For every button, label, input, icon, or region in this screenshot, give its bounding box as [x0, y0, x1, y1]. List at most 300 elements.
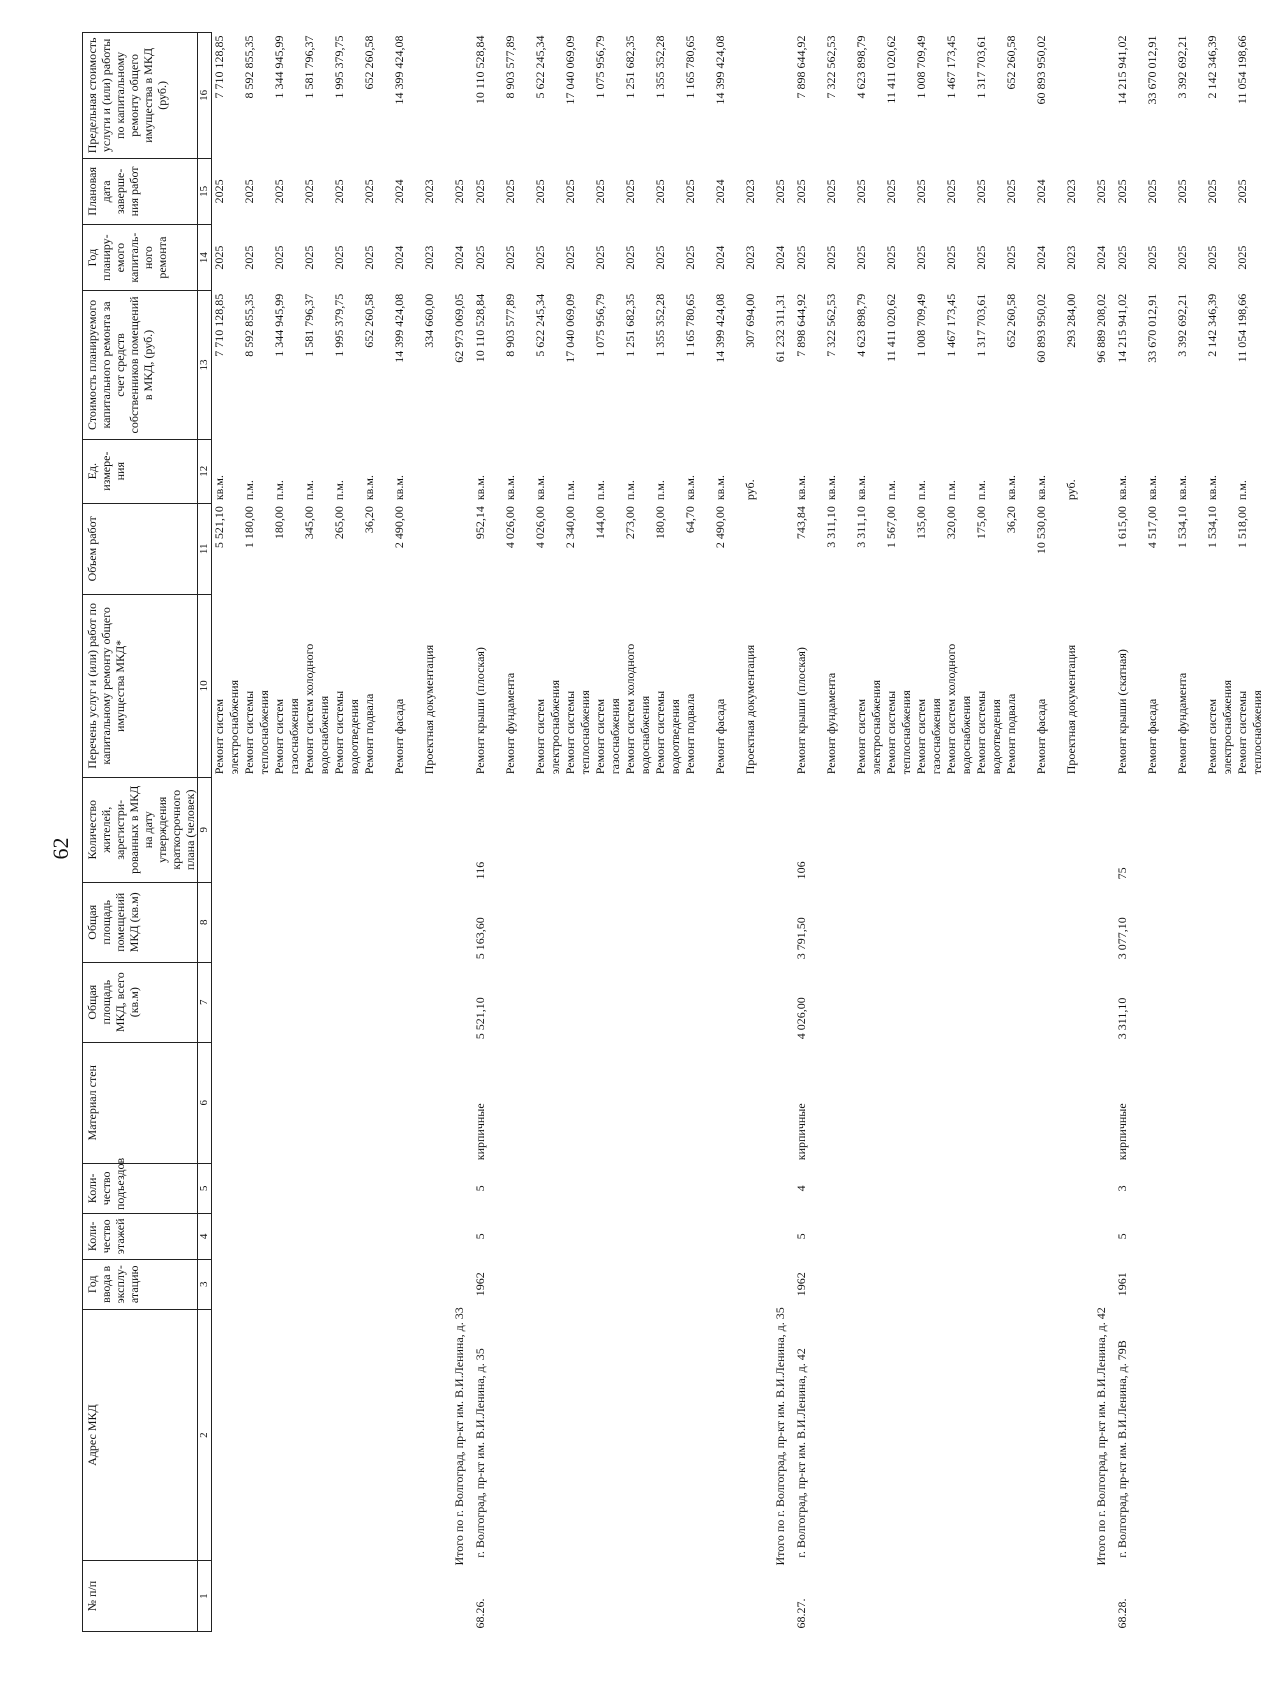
- cell-c1: [422, 1561, 452, 1632]
- cell-c8: [824, 882, 854, 962]
- work-name-line2: электроснабжения: [1220, 679, 1234, 775]
- cell-c8: [1064, 882, 1094, 962]
- cell-c1: [332, 1561, 362, 1632]
- work-unit: кв.м.: [503, 475, 517, 501]
- cell-c9: [242, 777, 272, 882]
- cell-c3: [623, 1259, 653, 1309]
- work-row: [824, 33, 854, 1632]
- cell-c6: [1004, 1042, 1034, 1163]
- cell-c6: [884, 1042, 914, 1163]
- work-year: 2025: [824, 245, 838, 270]
- cell-c4: [944, 1214, 974, 1260]
- cell-c4: [1235, 1214, 1265, 1260]
- work-year: 2024: [392, 245, 406, 270]
- work-cost: 293 284,00: [1064, 293, 1078, 348]
- work-row: [473, 33, 503, 1632]
- work-volume: 180,00: [653, 506, 667, 540]
- work-end-date: 2025: [302, 179, 316, 204]
- cell-c8: [392, 882, 422, 962]
- work-name-line2: [437, 598, 452, 775]
- work-name: [1034, 595, 1064, 778]
- cell-c2: [653, 1309, 683, 1560]
- column-number-9: 9: [198, 777, 212, 882]
- cell-c7: [944, 962, 974, 1042]
- cell-c3: [713, 1259, 743, 1309]
- total-limit: [452, 33, 467, 159]
- work-limit-cost: 14 215 941,02: [1115, 35, 1129, 105]
- cell-c9: [1004, 777, 1034, 882]
- cell-c3: [854, 1259, 884, 1309]
- cell-c4: [1064, 1214, 1094, 1260]
- cell-c3: [272, 1259, 302, 1309]
- cell-c2: [1205, 1309, 1235, 1560]
- total-label: Итого по г. Волгоград, пр-кт им. В.И.Ленина, д. 33: [452, 1307, 466, 1566]
- cell-c6: [914, 1042, 944, 1163]
- column-number-15: 15: [198, 158, 212, 224]
- work-row: [713, 33, 743, 1632]
- row-number: 68.27.: [794, 1598, 808, 1629]
- cell-c6: [1175, 1042, 1205, 1163]
- header-cell-7: Общая площадь МКД, всего (кв.м): [83, 962, 198, 1042]
- work-unit: кв.м.: [794, 475, 808, 501]
- work-year: 2025: [1205, 245, 1219, 270]
- work-end-date: 2025: [1004, 179, 1018, 204]
- work-end-date: 2025: [623, 179, 637, 204]
- work-volume: 320,00: [944, 506, 958, 540]
- cell-c7: [1004, 962, 1034, 1042]
- cell-c3: [1145, 1259, 1175, 1309]
- work-cost: 1 581 796,37: [302, 293, 316, 357]
- work-year: 2025: [623, 245, 637, 270]
- work-volume: 1 534,10: [1175, 506, 1189, 549]
- work-name-line1: Ремонт системы: [332, 690, 346, 775]
- work-volume: 36,20: [1004, 506, 1018, 534]
- header-cell-14: Год планиру-емого капиталь-ного ремонта: [83, 225, 198, 291]
- cell-c9: [1064, 777, 1094, 882]
- work-name: [914, 595, 944, 778]
- work-volume: 1 567,00: [884, 506, 898, 549]
- cell-c5: [212, 1163, 243, 1213]
- work-volume: 2 490,00: [392, 506, 406, 549]
- work-limit-cost: 3 392 692,21: [1175, 35, 1189, 99]
- cell-c9: [533, 777, 563, 882]
- work-end-date: 2025: [1235, 179, 1249, 204]
- cell-c6: [1034, 1042, 1064, 1163]
- column-number-5: 5: [198, 1163, 212, 1213]
- cell-c5: [302, 1163, 332, 1213]
- cell-c1: [824, 1561, 854, 1632]
- work-unit: п.м.: [623, 480, 637, 501]
- work-limit-cost: 1 995 379,75: [332, 35, 346, 99]
- work-volume: 36,20: [362, 506, 376, 534]
- work-name-line2: теплоснабжения: [1250, 690, 1264, 775]
- cell-c4: [362, 1214, 392, 1260]
- work-name-line1: Ремонт систем: [854, 698, 868, 775]
- work-name: [794, 595, 824, 778]
- work-cost: 8 592 855,35: [242, 293, 256, 357]
- cell-c5: [362, 1163, 392, 1213]
- work-volume: 4 517,00: [1145, 506, 1159, 549]
- column-number-12: 12: [198, 439, 212, 503]
- work-name-line2: [758, 598, 773, 775]
- total-area: 3 311,10: [1115, 997, 1129, 1040]
- cell-c6: [1235, 1042, 1265, 1163]
- work-end-date: 2025: [242, 179, 256, 204]
- cell-c9: [272, 777, 302, 882]
- cell-c6: [593, 1042, 623, 1163]
- cell-c5: [1064, 1163, 1094, 1213]
- work-volume: 743,84: [794, 506, 808, 540]
- cell-c9: [1205, 777, 1235, 882]
- cell-c9: [563, 777, 593, 882]
- work-name: [563, 595, 593, 778]
- cell-c6: [713, 1042, 743, 1163]
- work-name-line2: электроснабжения: [869, 679, 883, 775]
- column-number-row: [198, 33, 212, 1632]
- cell-c2: [503, 1309, 533, 1560]
- work-row: [1115, 33, 1145, 1632]
- total-year: 2024: [773, 245, 787, 270]
- work-name: [212, 595, 243, 778]
- column-number-3: 3: [198, 1259, 212, 1309]
- cell-c9: [503, 777, 533, 882]
- work-limit-cost: 1 165 780,65: [683, 35, 697, 99]
- cell-c5: [503, 1163, 533, 1213]
- work-cost: 4 623 898,79: [854, 293, 868, 357]
- cell-c2: [563, 1309, 593, 1560]
- work-name: [332, 595, 362, 778]
- cell-c9: [914, 777, 944, 882]
- cell-c8: [683, 882, 713, 962]
- cell-c1: [683, 1561, 713, 1632]
- cell-c7: [422, 962, 452, 1042]
- cell-c6: [272, 1042, 302, 1163]
- work-year: 2023: [422, 245, 436, 270]
- cell-c1: [884, 1561, 914, 1632]
- cell-c5: [683, 1163, 713, 1213]
- work-name-line2: газоснабжения: [608, 698, 622, 775]
- cell-c9: [884, 777, 914, 882]
- work-limit-cost: 5 622 245,34: [533, 35, 547, 99]
- cell-c8: [743, 882, 773, 962]
- work-name: [1235, 595, 1265, 778]
- cell-c2: [623, 1309, 653, 1560]
- wall-material: кирпичные: [1115, 1103, 1129, 1161]
- header-cell-11: Объем работ: [83, 503, 198, 594]
- cell-c4: [392, 1214, 422, 1260]
- work-cost: 7 710 128,85: [212, 293, 226, 357]
- work-end-date: 2025: [914, 179, 928, 204]
- work-row: [212, 33, 243, 1632]
- work-unit: кв.м.: [713, 475, 727, 501]
- cell-c5: [593, 1163, 623, 1213]
- work-name-line1: Проектная документация: [422, 644, 436, 775]
- cell-c3: [242, 1259, 272, 1309]
- cell-c4: [743, 1214, 773, 1260]
- work-row: [743, 33, 773, 1632]
- work-unit: кв.м.: [533, 475, 547, 501]
- work-name-line2: [1049, 598, 1064, 775]
- cell-c5: [1205, 1163, 1235, 1213]
- work-name-line1: Ремонт систем холодного: [944, 643, 958, 775]
- work-name-line1: Ремонт системы: [884, 690, 898, 775]
- work-end-date: 2025: [362, 179, 376, 204]
- work-unit: кв.м.: [212, 475, 226, 501]
- header-cell-10: Перечень услуг и (или) работ по капитальному ремонту общего имущества МКД*: [83, 595, 198, 778]
- work-year: 2025: [683, 245, 697, 270]
- work-volume: 1 180,00: [242, 506, 256, 549]
- work-year: 2025: [212, 245, 226, 270]
- work-volume: 2 340,00: [563, 506, 577, 549]
- building-address: г. Волгоград, пр-кт им. В.И.Ленина, д. 79В: [1115, 1340, 1129, 1558]
- cell-c9: [1235, 777, 1265, 882]
- cell-c7: [392, 962, 422, 1042]
- work-row: [242, 33, 272, 1632]
- work-limit-cost: 1 251 682,35: [623, 35, 637, 99]
- work-unit: кв.м.: [473, 475, 487, 501]
- work-name-line1: Ремонт систем: [1205, 698, 1219, 775]
- work-row: [563, 33, 593, 1632]
- cell-c3: [332, 1259, 362, 1309]
- work-cost: 14 399 424,08: [713, 293, 727, 363]
- header-cell-13: Стоимость планируемого капитального ремонта за счет средств собственников помещений в МКД, (руб.): [83, 291, 198, 439]
- work-cost: 1 467 173,45: [944, 293, 958, 357]
- cell-c3: [422, 1259, 452, 1309]
- cell-c5: [242, 1163, 272, 1213]
- cell-c8: [1145, 882, 1175, 962]
- work-cost: 307 694,00: [743, 293, 757, 348]
- work-volume: 4 026,00: [503, 506, 517, 549]
- cell-c4: [1004, 1214, 1034, 1260]
- cell-c8: [914, 882, 944, 962]
- cell-c4: [422, 1214, 452, 1260]
- cell-c8: [653, 882, 683, 962]
- work-cost: 10 110 528,84: [473, 293, 487, 363]
- total-row: [773, 33, 788, 1632]
- total-limit: [1094, 33, 1109, 159]
- header-cell-4: Коли-чество этажей: [83, 1214, 198, 1260]
- cell-c2: [533, 1309, 563, 1560]
- cell-c3: [503, 1259, 533, 1309]
- work-name-line1: Ремонт системы: [653, 690, 667, 775]
- work-name-line2: [488, 598, 503, 775]
- work-row: [533, 33, 563, 1632]
- cell-c2: [1235, 1309, 1265, 1560]
- cell-c4: [503, 1214, 533, 1260]
- work-name-line2: [1190, 598, 1205, 775]
- work-limit-cost: 1 344 945,99: [272, 35, 286, 99]
- work-name: [362, 595, 392, 778]
- work-name-line2: [518, 598, 533, 775]
- work-end-date: 2025: [593, 179, 607, 204]
- header-cell-9: Количество жителей, зарегистри-рованных в МКД на дату утверждения краткосрочного плана (человек): [83, 777, 198, 882]
- work-name: [854, 595, 884, 778]
- cell-c3: [974, 1259, 1004, 1309]
- cell-c5: [1145, 1163, 1175, 1213]
- work-cost: 1 165 780,65: [683, 293, 697, 357]
- cell-c7: [824, 962, 854, 1042]
- cell-c4: [302, 1214, 332, 1260]
- cell-c9: [1145, 777, 1175, 882]
- year-built: 1962: [794, 1272, 808, 1297]
- work-unit: кв.м.: [392, 475, 406, 501]
- cell-c3: [944, 1259, 974, 1309]
- entrance-count: 3: [1115, 1185, 1129, 1192]
- cell-c6: [743, 1042, 773, 1163]
- work-name: [1205, 595, 1235, 778]
- header-cell-6: Материал стен: [83, 1042, 198, 1163]
- cell-c4: [1205, 1214, 1235, 1260]
- work-unit: кв.м.: [1115, 475, 1129, 501]
- cell-c2: [212, 1309, 243, 1560]
- cell-c9: [974, 777, 1004, 882]
- cell-c2: [824, 1309, 854, 1560]
- work-volume: 2 490,00: [713, 506, 727, 549]
- total-row: [1094, 33, 1109, 1632]
- cell-c5: [272, 1163, 302, 1213]
- work-limit-cost: 1 467 173,45: [944, 35, 958, 99]
- cell-c7: [503, 962, 533, 1042]
- work-unit: п.м.: [242, 480, 256, 501]
- cell-c7: [854, 962, 884, 1042]
- work-end-date: 2023: [1064, 179, 1078, 204]
- cell-c5: [392, 1163, 422, 1213]
- work-volume: 180,00: [272, 506, 286, 540]
- work-end-date: 2025: [1175, 179, 1189, 204]
- cell-c3: [593, 1259, 623, 1309]
- cell-c1: [944, 1561, 974, 1632]
- work-name: [944, 595, 974, 778]
- work-limit-cost: 60 893 950,02: [1034, 35, 1048, 105]
- work-name-line2: теплоснабжения: [578, 690, 592, 775]
- column-number-10: 10: [198, 595, 212, 778]
- work-name-line2: газоснабжения: [929, 698, 943, 775]
- cell-c3: [743, 1259, 773, 1309]
- work-end-date: 2025: [944, 179, 958, 204]
- cell-c2: [1175, 1309, 1205, 1560]
- cell-c2: [743, 1309, 773, 1560]
- cell-c7: [362, 962, 392, 1042]
- work-unit: п.м.: [302, 480, 316, 501]
- cell-c1: [914, 1561, 944, 1632]
- column-number-7: 7: [198, 962, 212, 1042]
- work-name: [242, 595, 272, 778]
- work-row: [1205, 33, 1235, 1632]
- work-name-line2: [728, 598, 743, 775]
- total-end-date: 2025: [1094, 179, 1108, 204]
- cell-c2: [1034, 1309, 1064, 1560]
- cell-c4: [1034, 1214, 1064, 1260]
- work-name: [272, 595, 302, 778]
- cell-c1: [533, 1561, 563, 1632]
- cell-c6: [533, 1042, 563, 1163]
- work-volume: 265,00: [332, 506, 346, 540]
- work-end-date: 2025: [854, 179, 868, 204]
- cell-c8: [212, 882, 243, 962]
- header-cell-1: № п/п: [83, 1561, 198, 1632]
- work-limit-cost: 652 260,58: [1004, 35, 1018, 90]
- work-name-line1: Ремонт системы: [1235, 690, 1249, 775]
- work-end-date: 2025: [1145, 179, 1159, 204]
- work-name: [974, 595, 1004, 778]
- work-cost: 2 142 346,39: [1205, 293, 1219, 357]
- cell-c5: [332, 1163, 362, 1213]
- cell-c5: [743, 1163, 773, 1213]
- cell-c6: [1064, 1042, 1094, 1163]
- work-volume: 144,00: [593, 506, 607, 540]
- cell-c5: [533, 1163, 563, 1213]
- work-volume: 345,00: [302, 506, 316, 540]
- work-cost: 3 392 692,21: [1175, 293, 1189, 357]
- total-year: 2024: [1094, 245, 1108, 270]
- work-name-line1: Ремонт крыши (плоская): [794, 647, 808, 775]
- cell-c5: [1004, 1163, 1034, 1213]
- work-limit-cost: 11 411 020,62: [884, 35, 898, 104]
- cell-c2: [593, 1309, 623, 1560]
- work-name-line1: Ремонт фундамента: [1175, 672, 1189, 775]
- cell-c1: [1145, 1561, 1175, 1632]
- work-limit-cost: 652 260,58: [362, 35, 376, 90]
- cell-c1: [593, 1561, 623, 1632]
- work-row: [794, 33, 824, 1632]
- work-unit: п.м.: [974, 480, 988, 501]
- cell-c4: [914, 1214, 944, 1260]
- work-row: [944, 33, 974, 1632]
- cell-c8: [1235, 882, 1265, 962]
- work-limit-cost: 1 581 796,37: [302, 35, 316, 99]
- premises-area: 3 791,50: [794, 917, 808, 960]
- cell-c9: [332, 777, 362, 882]
- work-end-date: 2025: [1205, 179, 1219, 204]
- work-row: [1235, 33, 1265, 1632]
- work-name-line2: [809, 598, 824, 775]
- cell-c5: [824, 1163, 854, 1213]
- work-limit-cost: 33 670 012,91: [1145, 35, 1159, 105]
- cell-c6: [422, 1042, 452, 1163]
- cell-c6: [212, 1042, 243, 1163]
- work-limit-cost: 11 054 198,66: [1235, 35, 1249, 105]
- cell-c7: [743, 962, 773, 1042]
- total-label: Итого по г. Волгоград, пр-кт им. В.И.Ленина, д. 42: [1094, 1307, 1108, 1566]
- work-name: [503, 595, 533, 778]
- cell-c1: [1034, 1561, 1064, 1632]
- header-cell-15: Плановая дата заверше-ния работ: [83, 158, 198, 224]
- cell-c7: [623, 962, 653, 1042]
- work-year: 2025: [653, 245, 667, 270]
- cell-c8: [854, 882, 884, 962]
- cell-c3: [1235, 1259, 1265, 1309]
- header-cell-2: Адрес МКД: [83, 1309, 198, 1560]
- cell-c1: [272, 1561, 302, 1632]
- cell-c3: [1064, 1259, 1094, 1309]
- work-unit: п.м.: [914, 480, 928, 501]
- floor-count: 5: [794, 1233, 808, 1240]
- work-unit: кв.м.: [1004, 475, 1018, 501]
- cell-c9: [713, 777, 743, 882]
- cell-c3: [884, 1259, 914, 1309]
- cell-c9: [944, 777, 974, 882]
- work-name-line1: Ремонт подвала: [362, 693, 376, 775]
- work-name-line2: газоснабжения: [287, 698, 301, 775]
- work-name-line1: Ремонт фасада: [392, 698, 406, 775]
- work-name: [422, 595, 452, 778]
- cell-c1: [713, 1561, 743, 1632]
- work-name-line1: Ремонт подвала: [1004, 693, 1018, 775]
- work-volume: 4 026,00: [533, 506, 547, 549]
- work-cost: 11 054 198,66: [1235, 293, 1249, 363]
- cell-c4: [623, 1214, 653, 1260]
- work-name-line1: Ремонт системы: [242, 690, 256, 775]
